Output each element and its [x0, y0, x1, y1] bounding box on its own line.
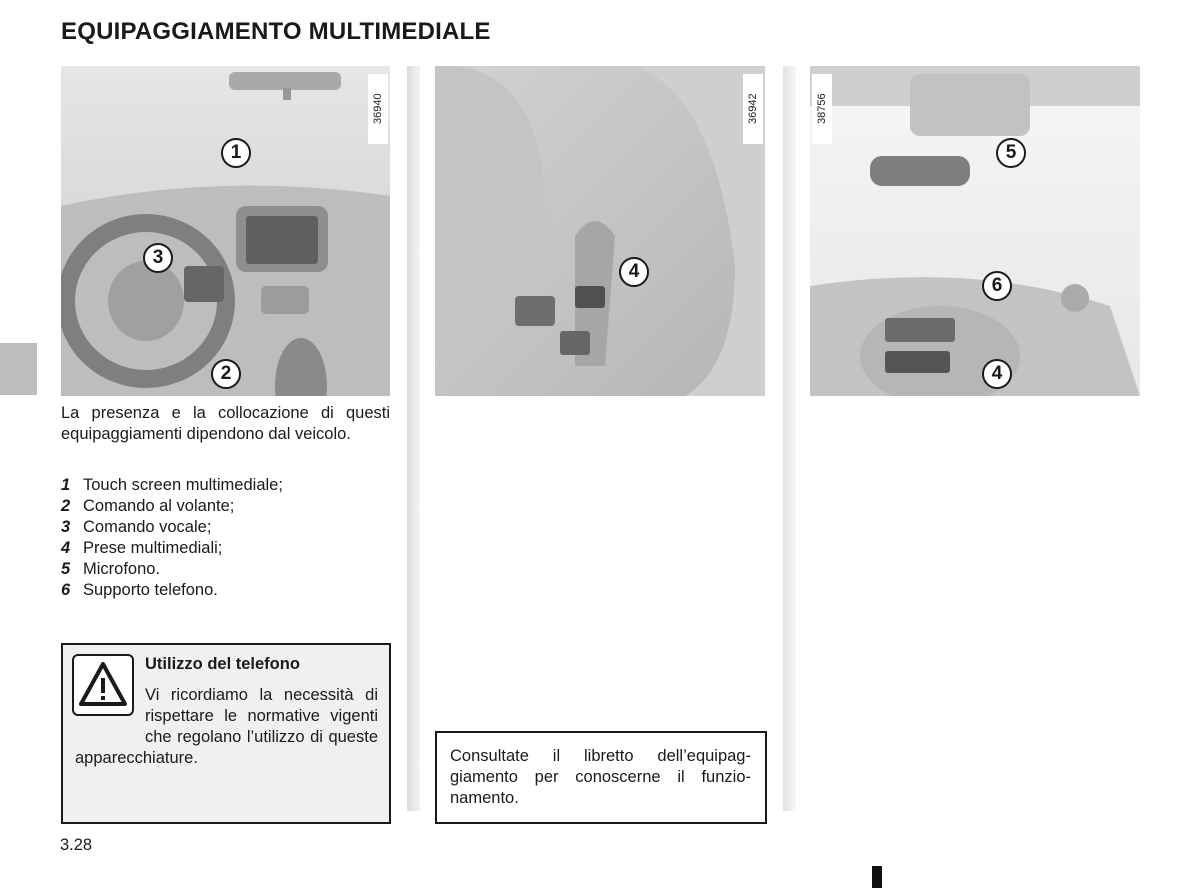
legend-list [61, 475, 390, 601]
crop-mark [872, 866, 882, 888]
figure-center-console [435, 66, 765, 396]
legend-number: 5 [61, 560, 71, 578]
legend-number: 2 [61, 497, 71, 515]
chapter-tab [0, 343, 37, 395]
legend-number: 6 [61, 581, 71, 599]
legend-item [61, 559, 390, 580]
legend-number: 1 [61, 476, 71, 494]
legend-text: Microfono. [83, 560, 161, 578]
interior-illustration [810, 66, 1140, 396]
callout-1: 1 [221, 138, 251, 168]
column-separator [407, 66, 420, 811]
figure-interior [810, 66, 1140, 396]
note-box [435, 731, 767, 824]
callout-2: 2 [211, 359, 241, 389]
legend-item [61, 496, 390, 517]
column-separator [783, 66, 796, 811]
legend-item [61, 517, 390, 538]
legend-number: 4 [61, 539, 71, 557]
legend-item [61, 580, 390, 601]
console-illustration [435, 66, 765, 396]
page-title: EQUIPAGGIAMENTO MULTIMEDIALE [61, 18, 491, 45]
intro-paragraph: La presenza e la collocazione di questi equipaggiamenti dipendono dal veicolo. [61, 404, 390, 443]
warning-text: Vi ricordiamo la necessità di rispettare le normative vigenti che regolano l’utilizzo di queste apparecchiature. [75, 686, 378, 767]
legend-text: Supporto telefono. [83, 581, 218, 599]
image-code: 36940 [368, 74, 388, 144]
page-number: 3.28 [60, 836, 93, 854]
callout-4: 4 [619, 257, 649, 287]
legend-text: Comando vocale; [83, 518, 212, 536]
legend-item [61, 538, 390, 559]
warning-title: Utilizzo del telefono [145, 655, 300, 673]
legend-text: Comando al volante; [83, 497, 235, 515]
callout-6: 6 [982, 271, 1012, 301]
callout-3: 3 [143, 243, 173, 273]
dashboard-illustration [61, 66, 390, 396]
legend-number: 3 [61, 518, 71, 536]
image-code: 36942 [743, 74, 763, 144]
note-text: Consultate il libretto dell’equipaggiamento per conoscerne il funzionamento. [450, 747, 751, 807]
legend-item [61, 475, 390, 496]
callout-4: 4 [982, 359, 1012, 389]
callout-5: 5 [996, 138, 1026, 168]
image-code: 38756 [812, 74, 832, 144]
figure-dashboard [61, 66, 390, 396]
legend-text: Prese multimediali; [83, 539, 223, 557]
legend-text: Touch screen multimediale; [83, 476, 283, 494]
warning-box [61, 643, 391, 824]
